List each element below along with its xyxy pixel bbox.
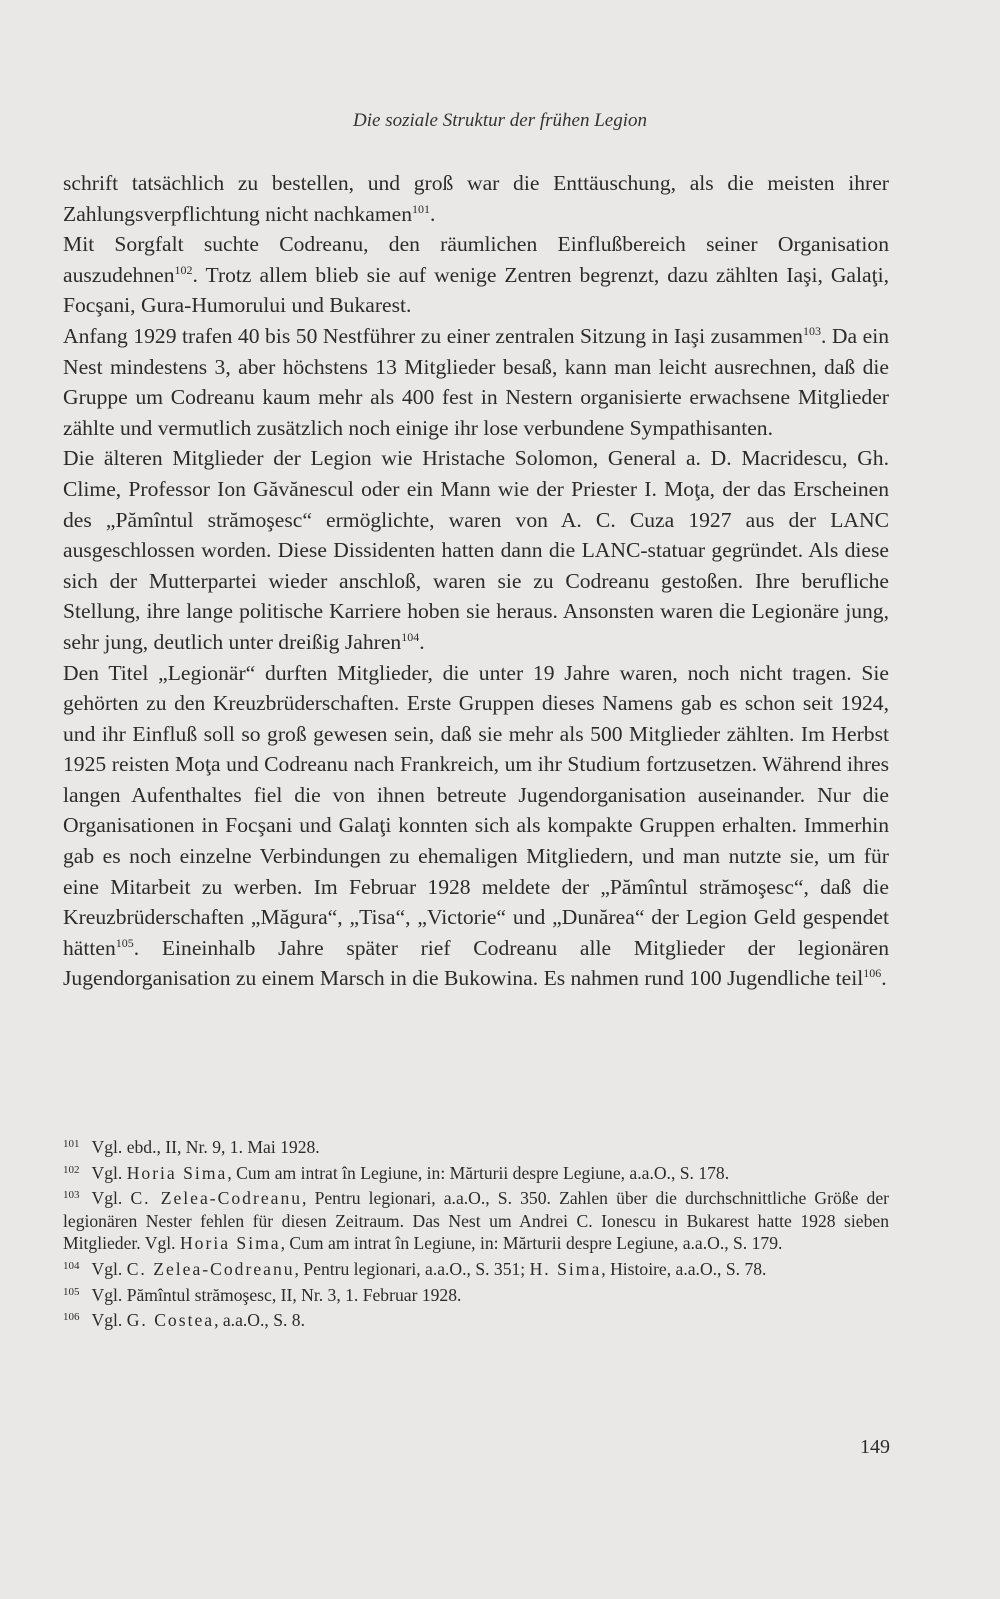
footnote-ref[interactable]: 104 bbox=[401, 629, 420, 644]
footnote bbox=[63, 1306, 889, 1332]
footnote-text: , Cum am intrat în Legiune, in: Mărturii despre Legiune, a.a.O., S. 178. bbox=[227, 1162, 730, 1183]
footnote-text: , Histoire, a.a.O., S. 78. bbox=[601, 1258, 767, 1279]
author-name: H. Sima bbox=[529, 1258, 602, 1279]
paragraph-text: Den Titel „Legionär“ durften Mitglieder, die unter 19 Jahre waren, noch nicht tragen. Sie gehörten zu den Kreuzbrüderschaften. Erste Gruppen dieses Namens gab es schon seit 1924, und ihr Einfluß soll so groß gewesen sein, daß sie mehr als 500 Mitglieder zählten. Im Herbst 1925 reisten Moţa und Codreanu nach Frankreich, um ihr Studium fortzusetzen. Während ihres langen Aufenthaltes fiel die von ihnen betreute Jugendorganisation auseinander. Nur die Organisationen in Focşani und Galaţi konnten sich als kompakte Gruppen erhalten. Immerhin gab es noch einzelne Verbindungen zu ehemaligen Mitgliedern, und man nutzte sie, um für eine Mitarbeit zu werben. Im Februar 1928 meldete der „Pămîntul strămoşesc“, daß die Kreuzbrüderschaften „Măgura“, „Tisa“, „Victorie“ und „Dunărea“ der Legion Geld gespendet hätten bbox=[63, 660, 889, 960]
paragraph-text: . Eineinhalb Jahre später rief Codreanu alle Mitglieder der legionären Jugendorganisation zu einem Marsch in die Bukowina. Es nahmen rund 100 Jugendliche teil bbox=[63, 935, 889, 991]
body-text bbox=[63, 168, 889, 994]
paragraph-text: Mit Sorgfalt suchte Codreanu, den räumlichen Einflußbereich seiner Organisation auszudehnen bbox=[63, 232, 889, 287]
paragraph-text: . bbox=[881, 966, 887, 991]
footnote-ref[interactable]: 106 bbox=[863, 966, 882, 981]
footnote-ref[interactable]: 103 bbox=[802, 323, 821, 338]
page-number: 149 bbox=[860, 1436, 890, 1458]
paragraph-text: Die älteren Mitglieder der Legion wie Hristache Solomon, General a. D. Macridescu, Gh. Clime, Professor Ion Găvănescul oder ein Mann wie der Priester I. Moţa, der das Erscheinen des „Pămîntul strămoşesc“ ermöglichte, waren von A. C. Cuza 1927 aus der LANC ausgeschlossen worden. Diese Dissidenten hatten dann die LANC-statuar gegründet. Als diese sich der Mutterpartei wieder anschloß, waren sie zu Codreanu gestoßen. Ihre berufliche Stellung, ihre lange politische Karriere hoben sie heraus. Ansonsten waren die Legionäre jung, sehr jung, deutlich unter dreißig Jahren bbox=[63, 446, 889, 654]
author-name: Horia Sima bbox=[126, 1162, 228, 1183]
paragraph bbox=[63, 321, 889, 443]
footnote bbox=[63, 1184, 889, 1255]
footnote-number: 102 bbox=[63, 1163, 80, 1176]
paragraph bbox=[63, 168, 889, 229]
footnote-text: Vgl. Pămîntul strămoşesc, II, Nr. 3, 1. Februar 1928. bbox=[91, 1284, 462, 1305]
paragraph bbox=[63, 443, 889, 657]
author-name: C. Zelea-Codreanu bbox=[130, 1188, 303, 1209]
footnote-ref[interactable]: 105 bbox=[115, 935, 134, 950]
author-name: C. Zelea-Codreanu bbox=[126, 1258, 295, 1279]
paragraph bbox=[63, 229, 889, 321]
footnote bbox=[63, 1159, 889, 1185]
paragraph bbox=[63, 658, 889, 995]
footnote bbox=[63, 1255, 889, 1281]
footnote-text: , a.a.O., S. 8. bbox=[214, 1310, 305, 1331]
footnote-text: Vgl. bbox=[91, 1258, 127, 1279]
footnote-text: , Cum am intrat în Legiune, in: Mărturii despre Legiune, a.a.O., S. 179. bbox=[280, 1233, 783, 1254]
footnote-text: Vgl. bbox=[91, 1310, 127, 1331]
footnote-number: 103 bbox=[63, 1189, 80, 1202]
footnote-number: 105 bbox=[63, 1285, 80, 1298]
footnote-number: 101 bbox=[63, 1138, 80, 1150]
paragraph-text: schrift tatsächlich zu bestellen, und groß war die Enttäuschung, als die meisten ihrer Zahlungsverpflichtung nicht nachkamen bbox=[63, 171, 889, 226]
footnote-text: , Pentru legionari, a.a.O., S. 351; bbox=[294, 1258, 530, 1279]
footnote bbox=[63, 1281, 889, 1307]
author-name: Horia Sima bbox=[179, 1233, 281, 1254]
paragraph-text: . bbox=[430, 201, 436, 226]
paragraph-text: . Da ein Nest mindestens 3, aber höchstens 13 Mitglieder besaß, kann man leicht ausrechnen, daß die Gruppe um Codreanu kaum mehr als 400 fest in Nestern organisierte erwachsene Mitglieder zählte und vermutlich zusätzlich noch einige ihr lose verbundene Sympathisanten. bbox=[63, 323, 889, 440]
running-head: Die soziale Struktur der frühen Legion bbox=[353, 110, 647, 131]
footnote-number: 106 bbox=[63, 1311, 80, 1324]
footnote bbox=[63, 1133, 889, 1159]
paragraph-text: . Trotz allem blieb sie auf wenige Zentren begrenzt, dazu zählten Iaşi, Galaţi, Focşani, Gura-Humorului und Bukarest. bbox=[63, 262, 889, 318]
footnote-ref[interactable]: 101 bbox=[412, 201, 430, 216]
footnote-ref[interactable]: 102 bbox=[174, 262, 193, 277]
paragraph-text: . bbox=[419, 629, 425, 654]
footnote-text: , Pentru legionari, a.a.O., S. 350. Zahlen über die durchschnittliche Größe der legionären Nester fehlen für diesen Zeitraum. Das Nest um Andrei C. Ionescu in Bukarest hatte 1928 sieben Mitglieder. Vgl. bbox=[63, 1188, 890, 1254]
footnotes bbox=[63, 1133, 889, 1332]
footnote-text: Vgl. ebd., II, Nr. 9, 1. Mai 1928. bbox=[91, 1137, 320, 1157]
footnote-text: Vgl. bbox=[91, 1162, 127, 1183]
footnote-text: Vgl. bbox=[91, 1188, 131, 1209]
footnote-number: 104 bbox=[63, 1259, 80, 1272]
paragraph-text: Anfang 1929 trafen 40 bis 50 Nestführer zu einer zentralen Sitzung in Iaşi zusammen bbox=[63, 323, 803, 348]
author-name: G. Costea bbox=[126, 1310, 215, 1331]
